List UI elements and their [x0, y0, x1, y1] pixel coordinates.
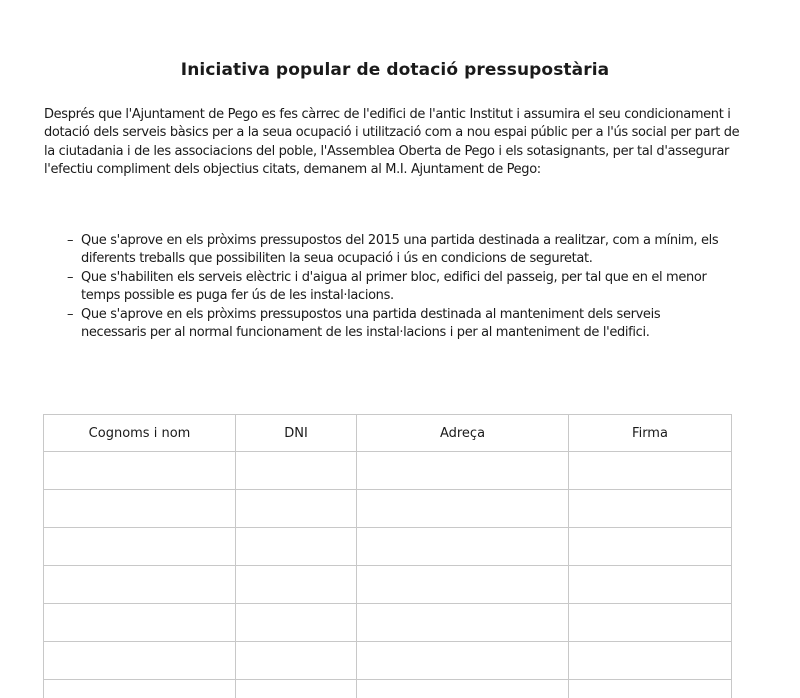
table-header-row — [44, 415, 732, 452]
cell-signature[interactable] — [569, 528, 732, 566]
intro-paragraph: Després que l'Ajuntament de Pego es fes càrrec de l'edifici de l'antic Institut i assumira el seu condicionament i dotació dels serveis bàsics per a la seua ocupació i utilització com a nou espai públic per a l'ús social per part de la ciutadania i de les associacions del poble, l'Assemblea Oberta de Pego i els sotasignants, per tal d'assegurar l'efectiu compliment dels objectius citats, demanem al M.I. Ajuntament de Pego: — [44, 107, 740, 178]
cell-signature[interactable] — [569, 604, 732, 642]
cell-surname-name[interactable] — [44, 566, 236, 604]
cell-dni[interactable] — [236, 604, 357, 642]
cell-address[interactable] — [357, 604, 569, 642]
cell-dni[interactable] — [236, 566, 357, 604]
cell-address[interactable] — [357, 680, 569, 698]
cell-signature[interactable] — [569, 490, 732, 528]
signature-table-container — [43, 414, 727, 698]
dash-bullet: – — [67, 306, 74, 322]
table-row — [44, 566, 732, 604]
cell-surname-name[interactable] — [44, 490, 236, 528]
cell-address[interactable] — [357, 642, 569, 680]
cell-signature[interactable] — [569, 566, 732, 604]
header-signature: Firma — [569, 415, 732, 452]
cell-address[interactable] — [357, 566, 569, 604]
table-row — [44, 642, 732, 680]
cell-surname-name[interactable] — [44, 680, 236, 698]
table-row — [44, 452, 732, 490]
table-row — [44, 604, 732, 642]
request-item — [68, 232, 728, 269]
request-text: Que s'aprove en els pròxims pressupostos una partida destinada al manteniment dels serveis necessaris per al normal funcionament de les instal·lacions i per al manteniment de l'edifici. — [81, 306, 661, 341]
header-address: Adreça — [357, 415, 569, 452]
cell-signature[interactable] — [569, 452, 732, 490]
header-surname-name: Cognoms i nom — [44, 415, 236, 452]
cell-surname-name[interactable] — [44, 528, 236, 566]
dash-bullet: – — [67, 269, 74, 285]
cell-signature[interactable] — [569, 642, 732, 680]
table-row — [44, 490, 732, 528]
cell-address[interactable] — [357, 490, 569, 528]
cell-address[interactable] — [357, 452, 569, 490]
cell-surname-name[interactable] — [44, 452, 236, 490]
signature-table — [43, 414, 732, 698]
cell-dni[interactable] — [236, 642, 357, 680]
document-title: Iniciativa popular de dotació pressupostària — [180, 60, 610, 80]
cell-dni[interactable] — [236, 528, 357, 566]
request-item — [68, 306, 728, 343]
cell-surname-name[interactable] — [44, 642, 236, 680]
table-row — [44, 528, 732, 566]
header-dni: DNI — [236, 415, 357, 452]
cell-address[interactable] — [357, 528, 569, 566]
cell-dni[interactable] — [236, 680, 357, 698]
requests-list — [68, 232, 728, 342]
dash-bullet: – — [67, 233, 74, 248]
cell-dni[interactable] — [236, 490, 357, 528]
cell-dni[interactable] — [236, 452, 357, 490]
table-row — [44, 680, 732, 698]
cell-signature[interactable] — [569, 680, 732, 698]
request-text: Que s'aprove en els pròxims pressupostos del 2015 una partida destinada a realitzar, com a mínim, els diferents treballs que possibiliten la seua ocupació i ús en condicions de seguretat. — [81, 233, 719, 267]
request-item — [68, 269, 728, 306]
cell-surname-name[interactable] — [44, 604, 236, 642]
request-text: Que s'habiliten els serveis elèctric i d'aigua al primer bloc, edifici del passeig, per tal que en el menor temps possible es puga fer ús de les instal·lacions. — [81, 269, 707, 304]
